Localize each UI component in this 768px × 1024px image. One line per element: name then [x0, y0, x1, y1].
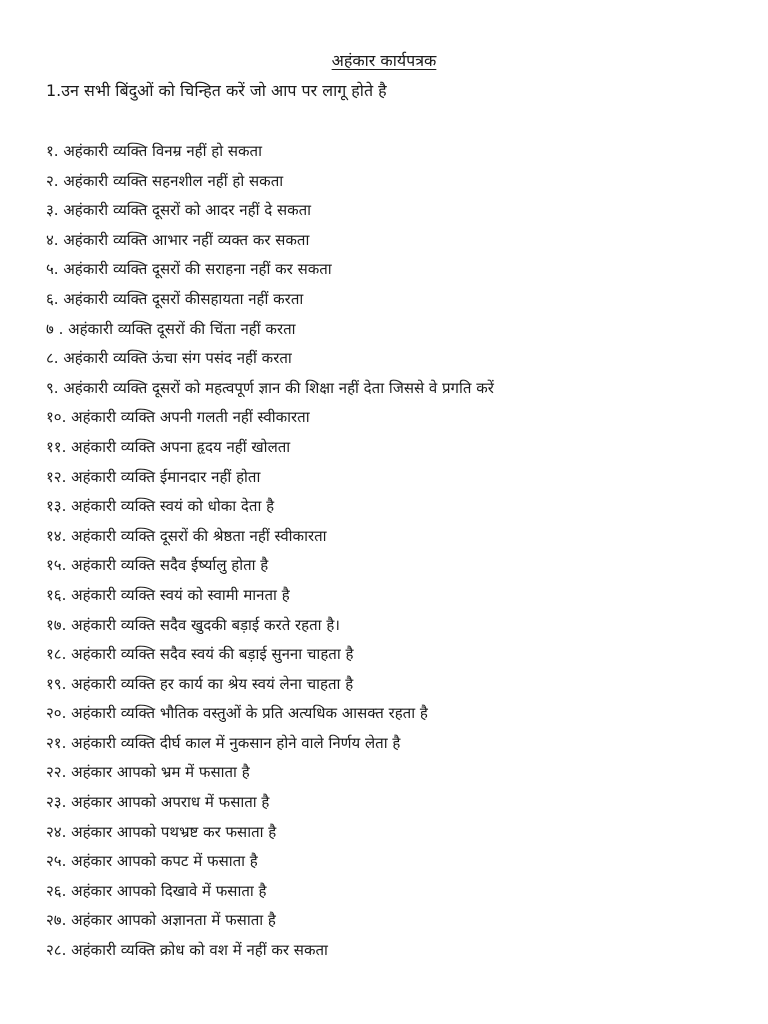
list-item: २५. अहंकार आपको कपट में फसाता है: [46, 852, 258, 871]
list-item: १. अहंकारी व्यक्ति विनम्र नहीं हो सकता: [46, 142, 262, 160]
statement-list: [46, 139, 494, 968]
list-item: ८. अहंकारी व्यक्ति ऊंचा संग पसंद नहीं करता: [46, 349, 292, 368]
list-item: २४. अहंकार आपको पथभ्रष्ट कर फसाता है: [46, 822, 277, 841]
list-item: १०. अहंकारी व्यक्ति अपनी गलती नहीं स्वीकारता: [46, 408, 310, 427]
list-item: ३. अहंकारी व्यक्ति दूसरों को आदर नहीं दे सकता: [46, 201, 312, 220]
list-item: २. अहंकारी व्यक्ति सहनशील नहीं हो सकता: [46, 171, 284, 190]
list-item: ६. अहंकारी व्यक्ति दूसरों कीसहायता नहीं करता: [46, 289, 304, 308]
list-item: २१. अहंकारी व्यक्ति दीर्घ काल में नुकसान होने वाले निर्णय लेता है: [46, 733, 401, 752]
list-item: १६. अहंकारी व्यक्ति स्वयं को स्वामी मानता है: [46, 585, 290, 604]
list-item: ७ . अहंकारी व्यक्ति दूसरों की चिंता नहीं करता: [46, 319, 296, 338]
list-item: ५. अहंकारी व्यक्ति दूसरों की सराहना नहीं कर सकता: [46, 260, 332, 279]
instruction-text: 1.उन सभी बिंदुओं को चिन्हित करें जो आप पर लागू होते है: [46, 81, 387, 100]
list-item: १२. अहंकारी व्यक्ति ईमानदार नहीं होता: [46, 467, 261, 486]
list-item: ११. अहंकारी व्यक्ति अपना हृदय नहीं खोलता: [46, 437, 291, 456]
list-item: २७. अहंकार आपको अज्ञानता में फसाता है: [46, 911, 276, 930]
list-item: १४. अहंकारी व्यक्ति दूसरों की श्रेष्ठता नहीं स्वीकारता: [46, 526, 327, 545]
list-item: १८. अहंकारी व्यक्ति सदैव स्वयं की बड़ाई सुनना चाहता है: [46, 645, 354, 664]
list-item: २०. अहंकारी व्यक्ति भौतिक वस्तुओं के प्रति अत्यधिक आसक्त रहता है: [46, 704, 428, 723]
worksheet-title: अहंकार कार्यपत्रक: [331, 51, 437, 70]
list-item: १७. अहंकारी व्यक्ति सदैव खुदकी बड़ाई करते रहता है।: [46, 615, 340, 634]
list-item: १३. अहंकारी व्यक्ति स्वयं को धोका देता है: [46, 497, 275, 516]
list-item: ४. अहंकारी व्यक्ति आभार नहीं व्यक्त कर सकता: [46, 230, 310, 249]
list-item: २८. अहंकारी व्यक्ति क्रोध को वश में नहीं कर सकता: [46, 941, 328, 960]
list-item: ९. अहंकारी व्यक्ति दूसरों को महत्वपूर्ण ज्ञान की शिक्षा नहीं देता जिससे वे प्रगति करें: [46, 378, 494, 397]
list-item: १५. अहंकारी व्यक्ति सदैव ईर्ष्यालु होता है: [46, 556, 269, 575]
list-item: २३. अहंकार आपको अपराध में फसाता है: [46, 793, 270, 812]
list-item: २६. अहंकार आपको दिखावे में फसाता है: [46, 881, 267, 900]
list-item: १९. अहंकारी व्यक्ति हर कार्य का श्रेय स्वयं लेना चाहता है: [46, 674, 354, 693]
worksheet-title-container: [0, 50, 768, 72]
list-item: २२. अहंकार आपको भ्रम में फसाता है: [46, 763, 250, 782]
